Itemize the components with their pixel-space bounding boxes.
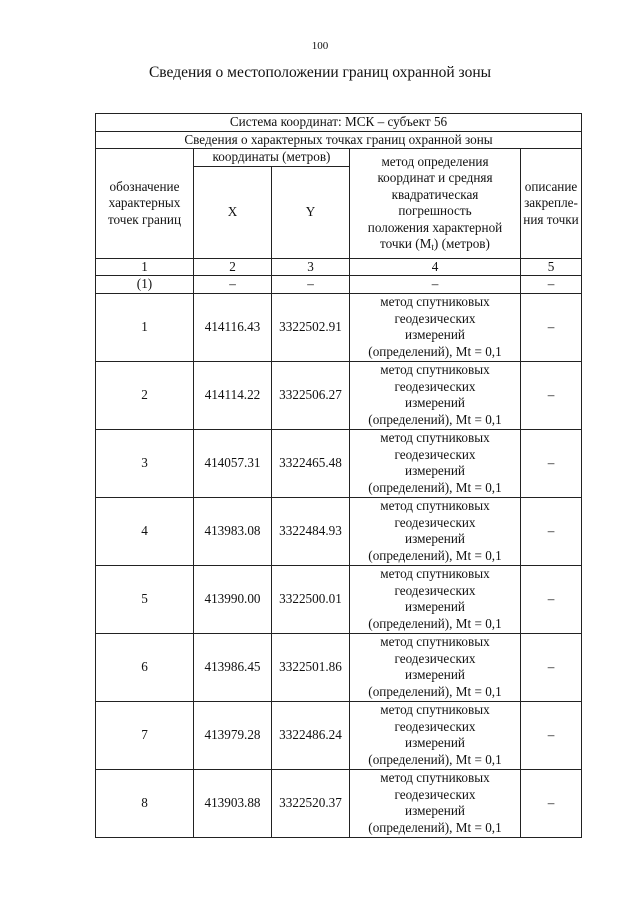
method-cell — [350, 769, 521, 837]
page-number: 100 — [311, 40, 329, 52]
boundary-points-table — [95, 113, 582, 838]
method-cell — [350, 429, 521, 497]
header-designation-line: характерных — [108, 195, 181, 210]
coord-x-cell: 414057.31 — [194, 429, 272, 497]
coord-y-cell: 3322465.48 — [272, 429, 350, 497]
method-line: (определений), Mt = 0,1 — [368, 479, 502, 495]
method-cell — [350, 293, 521, 361]
column-number: 2 — [194, 258, 272, 276]
table-row — [96, 701, 582, 769]
first-row-cell: – — [272, 276, 350, 294]
table-row — [96, 633, 582, 701]
method-line: метод спутниковых — [380, 702, 490, 717]
method-line: метод спутниковых — [380, 566, 490, 581]
method-line: измерений — [405, 531, 465, 546]
table-row — [96, 497, 582, 565]
coord-y-cell: 3322502.91 — [272, 293, 350, 361]
method-line: метод спутниковых — [380, 634, 490, 649]
header-coordinates-group: координаты (метров) — [194, 149, 350, 167]
coordinate-system-row — [96, 114, 582, 132]
method-line: измерений — [405, 395, 465, 410]
first-row-cell: – — [521, 276, 582, 294]
header-y: Y — [272, 166, 350, 258]
method-cell — [350, 497, 521, 565]
coord-x-cell: 413983.08 — [194, 497, 272, 565]
description-cell: – — [521, 293, 582, 361]
description-cell: – — [521, 497, 582, 565]
coord-x-cell: 413986.45 — [194, 633, 272, 701]
method-line: геодезических — [394, 310, 476, 326]
header-method-last-suffix: ) (метров) — [433, 236, 490, 252]
point-number-cell: 4 — [96, 497, 194, 565]
point-number-cell: 7 — [96, 701, 194, 769]
method-line: (определений), Mt = 0,1 — [368, 751, 502, 767]
header-method-line: координат и средняя — [377, 170, 493, 186]
description-cell: – — [521, 633, 582, 701]
method-line: измерений — [405, 463, 465, 478]
header-method-last-prefix: точки (M — [380, 236, 432, 252]
method-line: измерений — [405, 803, 465, 818]
method-line: метод спутниковых — [380, 294, 490, 309]
method-line: метод спутниковых — [380, 362, 490, 377]
coord-y-cell: 3322520.37 — [272, 769, 350, 837]
table-row — [96, 361, 582, 429]
point-number-cell: 1 — [96, 293, 194, 361]
method-line: геодезических — [394, 446, 476, 462]
table-row — [96, 769, 582, 837]
method-cell — [350, 633, 521, 701]
description-cell: – — [521, 565, 582, 633]
method-line: (определений), Mt = 0,1 — [368, 411, 502, 427]
method-line: геодезических — [394, 378, 476, 394]
point-number-cell: 2 — [96, 361, 194, 429]
coord-y-cell: 3322501.86 — [272, 633, 350, 701]
header-method-line: квадратическая — [391, 186, 479, 202]
description-cell: – — [521, 429, 582, 497]
method-line: геодезических — [394, 582, 476, 598]
header-designation-line: обозначение — [109, 178, 180, 194]
header-description — [521, 149, 582, 259]
coord-y-cell: 3322506.27 — [272, 361, 350, 429]
header-description-line: закрепле- — [524, 195, 578, 210]
method-line: метод спутниковых — [380, 498, 490, 513]
header-method-last-sub: t — [431, 242, 434, 253]
point-number-cell: 3 — [96, 429, 194, 497]
first-point-row — [96, 276, 582, 294]
column-number: 4 — [350, 258, 521, 276]
column-numbers-row — [96, 258, 582, 276]
header-method-line: погрешность — [398, 203, 472, 219]
point-number-cell: 6 — [96, 633, 194, 701]
header-designation-line: точек границ — [107, 211, 182, 227]
section-title-cell: Сведения о характерных точках границ охранной зоны — [96, 131, 582, 149]
method-line: геодезических — [394, 514, 476, 530]
method-line: измерений — [405, 735, 465, 750]
section-title-row — [96, 131, 582, 149]
coord-x-cell: 413990.00 — [194, 565, 272, 633]
coord-y-cell: 3322500.01 — [272, 565, 350, 633]
header-designation — [96, 149, 194, 259]
header-method-line: положения характерной — [367, 219, 503, 235]
method-line: (определений), Mt = 0,1 — [368, 343, 502, 359]
coordinate-system-cell: Система координат: МСК – субъект 56 — [96, 114, 582, 132]
coord-x-cell: 413903.88 — [194, 769, 272, 837]
coord-x-cell: 413979.28 — [194, 701, 272, 769]
method-line: (определений), Mt = 0,1 — [368, 683, 502, 699]
method-line: (определений), Mt = 0,1 — [368, 547, 502, 563]
coord-x-cell: 414114.22 — [194, 361, 272, 429]
header-method — [350, 149, 521, 259]
first-row-cell: – — [350, 276, 521, 294]
column-number: 5 — [521, 258, 582, 276]
table-row — [96, 565, 582, 633]
first-row-cell: – — [194, 276, 272, 294]
description-cell: – — [521, 361, 582, 429]
method-line: метод спутниковых — [380, 430, 490, 445]
header-description-line: описание — [524, 178, 578, 194]
description-cell: – — [521, 701, 582, 769]
coord-y-cell: 3322486.24 — [272, 701, 350, 769]
first-row-cell: (1) — [96, 276, 194, 294]
header-method-line: метод определения — [381, 153, 489, 169]
method-line: (определений), Mt = 0,1 — [368, 615, 502, 631]
method-cell — [350, 701, 521, 769]
column-number: 3 — [272, 258, 350, 276]
point-number-cell: 8 — [96, 769, 194, 837]
header-row-1 — [96, 149, 582, 167]
point-number-cell: 5 — [96, 565, 194, 633]
page-title: Сведения о местоположении границ охранной зоны — [148, 64, 492, 81]
header-x: X — [194, 166, 272, 258]
table-row — [96, 293, 582, 361]
method-line: геодезических — [394, 786, 476, 802]
header-description-line: ния точки — [523, 211, 579, 227]
header-method-last-line — [350, 236, 520, 253]
coord-y-cell: 3322484.93 — [272, 497, 350, 565]
method-line: измерений — [405, 667, 465, 682]
method-line: геодезических — [394, 650, 476, 666]
method-line: геодезических — [394, 718, 476, 734]
coord-x-cell: 414116.43 — [194, 293, 272, 361]
description-cell: – — [521, 769, 582, 837]
method-cell — [350, 565, 521, 633]
method-line: (определений), Mt = 0,1 — [368, 819, 502, 835]
method-line: измерений — [405, 327, 465, 342]
column-number: 1 — [96, 258, 194, 276]
method-line: метод спутниковых — [380, 770, 490, 785]
method-line: измерений — [405, 599, 465, 614]
table-row — [96, 429, 582, 497]
method-cell — [350, 361, 521, 429]
